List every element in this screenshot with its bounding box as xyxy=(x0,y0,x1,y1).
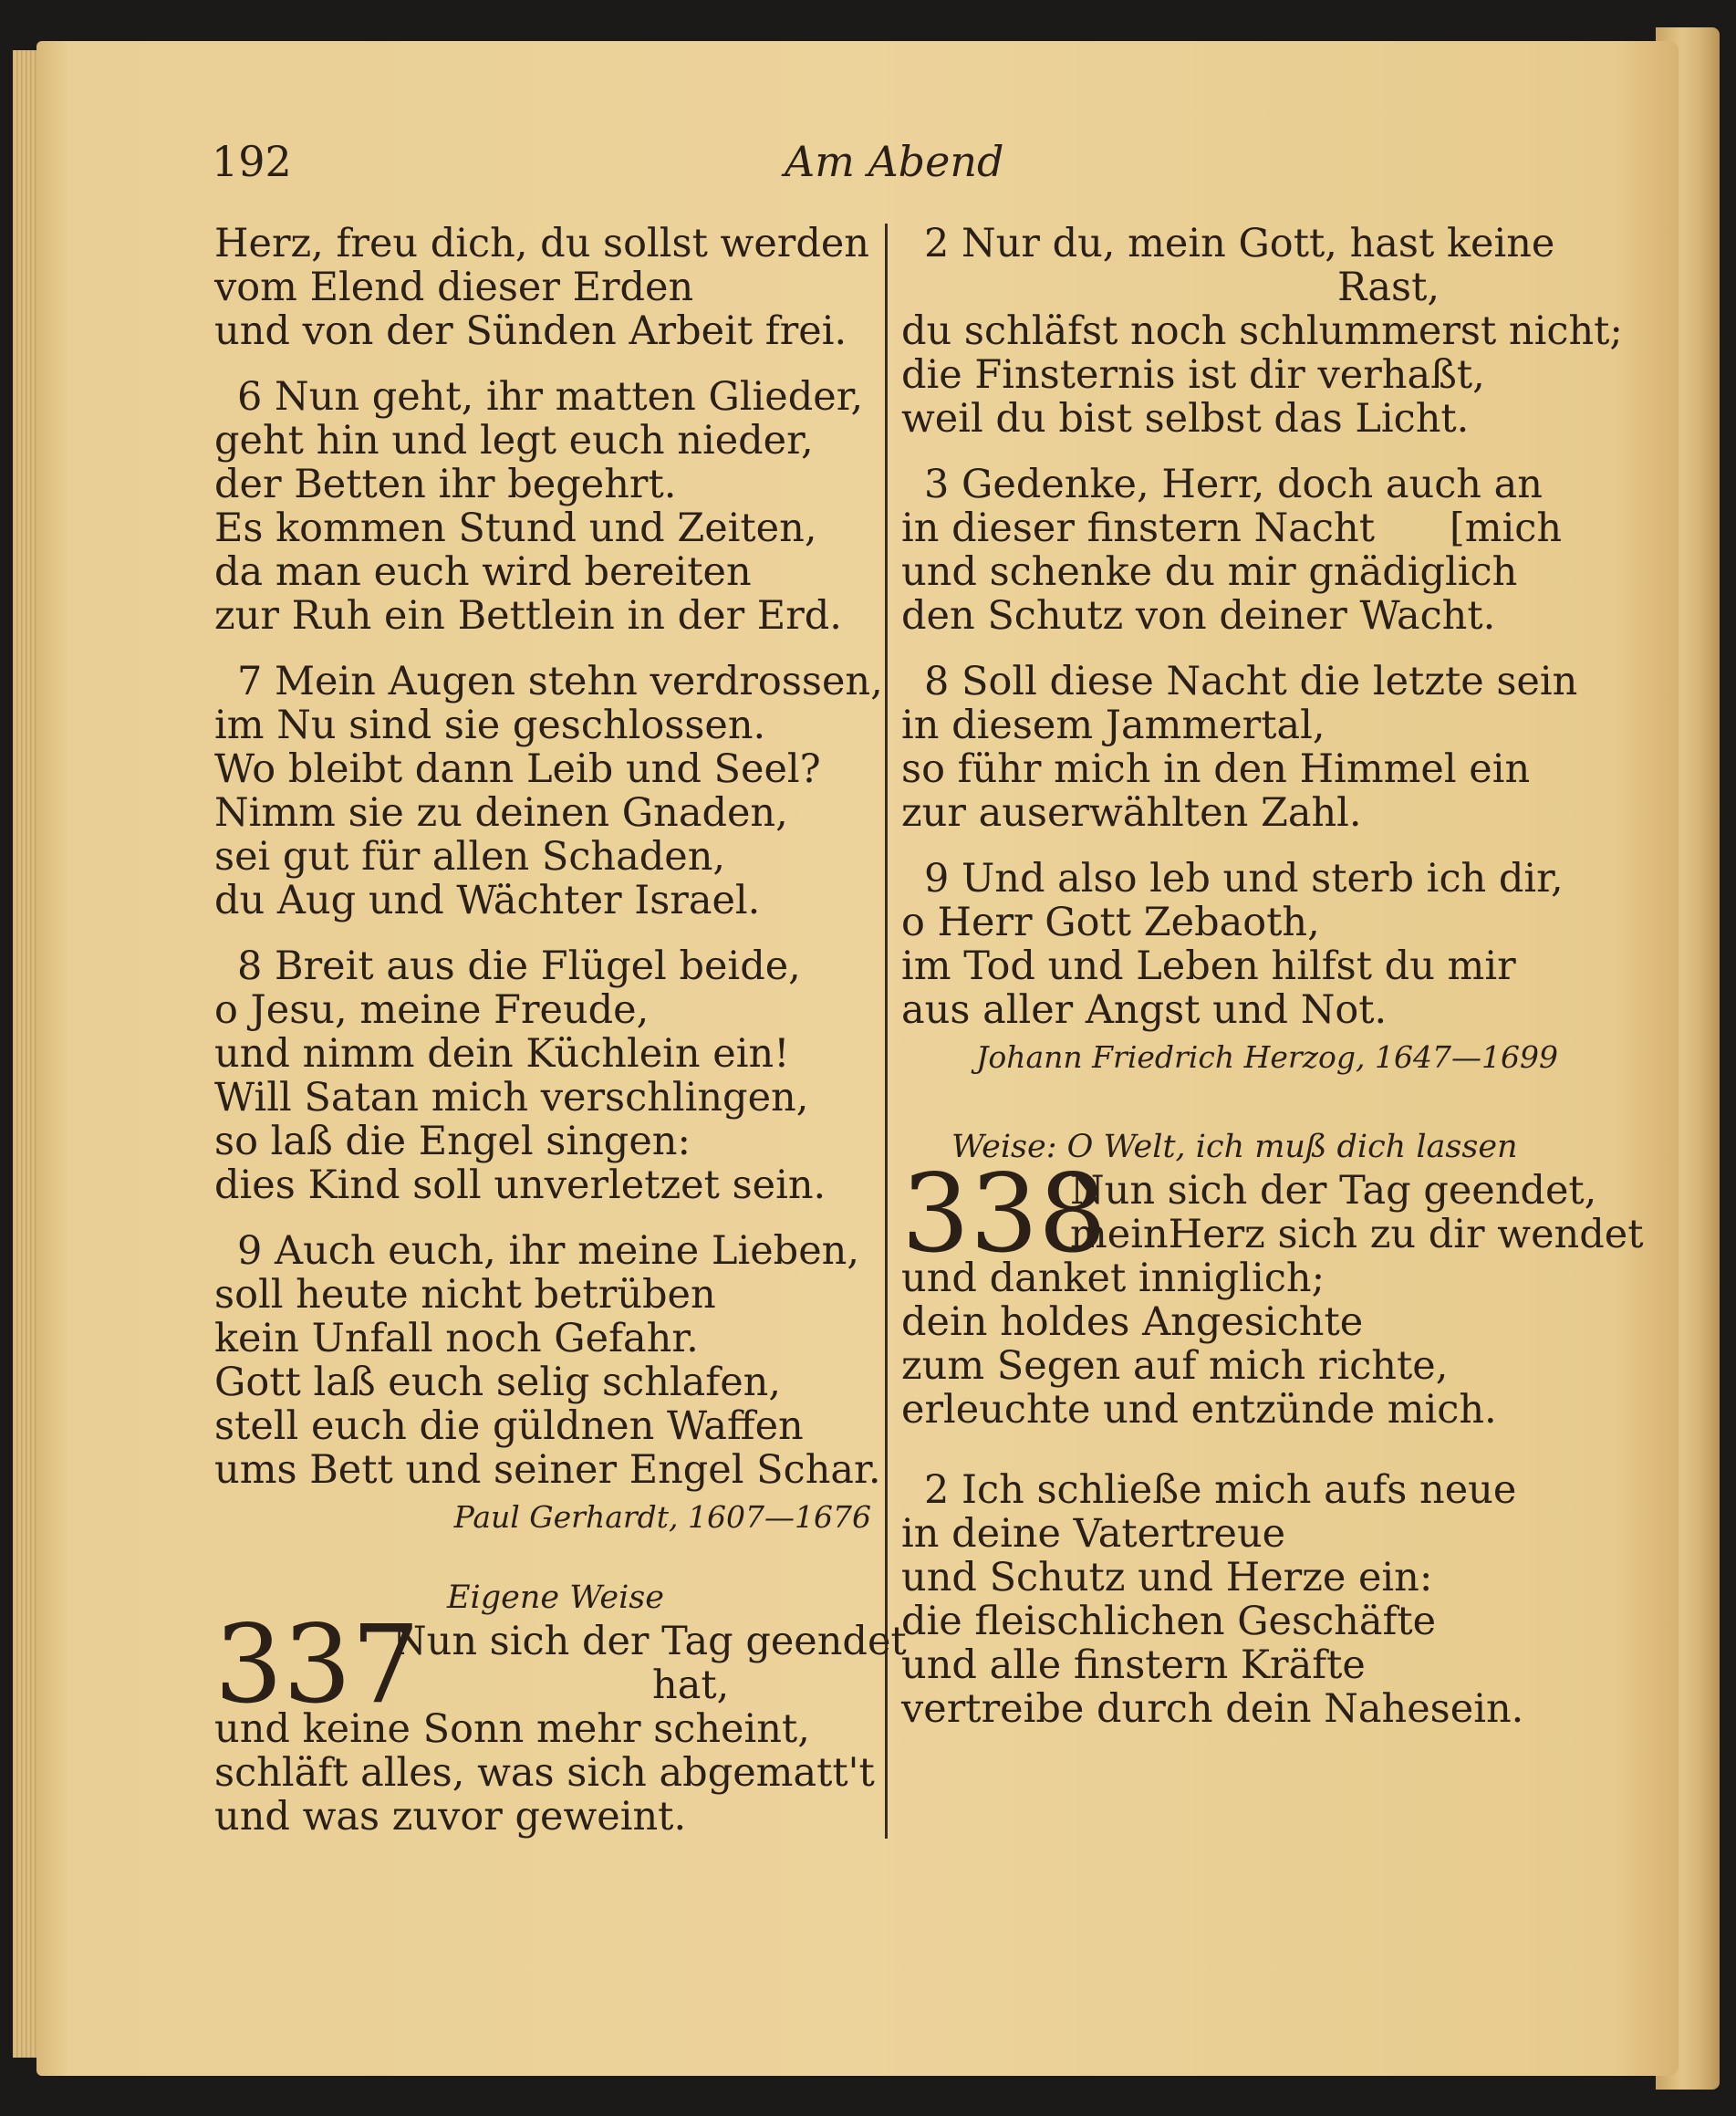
verse-line: ums Bett und seiner Engel Schar. xyxy=(214,1447,881,1493)
verse-line: sei gut für allen Schaden, xyxy=(214,834,726,880)
left-column xyxy=(214,221,907,1840)
verse-line: und was zuvor geweint. xyxy=(214,1794,687,1840)
hymn-338 xyxy=(901,1151,1644,1433)
verse-line: so laß die Engel singen: xyxy=(214,1119,691,1164)
verse-line: 6 Nun geht, ihr matten Glieder, xyxy=(237,374,864,420)
verse-line: Es kommen Stund und Zeiten, xyxy=(214,506,817,551)
verse-line: da man euch wird bereiten xyxy=(214,549,752,595)
verse-line: die Finsternis ist dir verhaßt, xyxy=(901,352,1485,398)
verse-line: und Schutz und Herze ein: xyxy=(901,1555,1433,1600)
running-title: Am Abend xyxy=(785,137,1004,186)
verse-line: Gott laß euch selig schlafen, xyxy=(214,1360,782,1405)
verse-line: stell euch die güldnen Waffen xyxy=(214,1403,804,1449)
verse-line: in deine Vatertreue xyxy=(901,1511,1286,1557)
hymn-number: 338 xyxy=(901,1151,1107,1277)
stanza-8-right xyxy=(901,659,1578,836)
right-column xyxy=(901,221,1644,1753)
verse-line: 2 Ich schließe mich aufs neue xyxy=(924,1467,1517,1513)
stanza-8 xyxy=(214,944,871,1207)
verse-line: meinHerz sich zu dir wendet xyxy=(1070,1212,1644,1257)
verse-line: 8 Breit aus die Flügel beide, xyxy=(237,943,801,989)
verse-line: so führ mich in den Himmel ein xyxy=(901,746,1531,792)
stanza-7 xyxy=(214,659,883,923)
verse-line: du schläfst noch schlummerst nicht; xyxy=(901,308,1623,354)
stanza-9 xyxy=(214,1228,881,1493)
verse-line: in dieser finstern Nacht [mich xyxy=(901,506,1563,551)
verse-line: weil du bist selbst das Licht. xyxy=(901,396,1470,442)
verse-line: 7 Mein Augen stehn verdrossen, xyxy=(237,659,883,704)
continuation-stanza xyxy=(214,222,871,353)
stanza-2-hymn-338 xyxy=(901,1468,1558,1731)
verse-line: 8 Soll diese Nacht die letzte sein xyxy=(924,659,1578,704)
verse-line: Herz, freu dich, du sollst werden xyxy=(214,221,870,266)
verse-line: Nun sich der Tag geendet xyxy=(392,1619,907,1664)
verse-line: Wo bleibt dann Leib und Seel? xyxy=(214,746,821,792)
stanza-2 xyxy=(901,221,1623,442)
verse-line: du Aug und Wächter Israel. xyxy=(214,878,761,923)
column-divider xyxy=(885,224,888,1839)
verse-line: in diesem Jammertal, xyxy=(901,703,1325,748)
verse-line: erleuchte und entzünde mich. xyxy=(901,1387,1497,1433)
verse-line: im Tod und Leben hilfst du mir xyxy=(901,943,1516,989)
verse-line: zum Segen auf mich richte, xyxy=(901,1343,1449,1389)
verse-line: o Herr Gott Zebaoth, xyxy=(901,900,1320,945)
verse-line: 3 Gedenke, Herr, doch auch an xyxy=(924,462,1543,507)
hymn-number: 337 xyxy=(214,1601,421,1727)
verse-line: im Nu sind sie geschlossen. xyxy=(214,703,766,748)
verse-line: Will Satan mich verschlingen, xyxy=(214,1075,809,1121)
stanza-6 xyxy=(214,375,871,638)
hymn-337 xyxy=(214,1601,907,1840)
verse-line: o Jesu, meine Freude, xyxy=(214,987,650,1033)
verse-line: zur Ruh ein Bettlein in der Erd. xyxy=(214,593,842,639)
verse-line: und keine Sonn mehr scheint, xyxy=(214,1706,810,1752)
verse-line: Rast, xyxy=(1337,265,1440,310)
verse-line: dein holdes Angesichte xyxy=(901,1299,1364,1345)
page-number: 192 xyxy=(212,137,292,186)
verse-line: aus aller Angst und Not. xyxy=(901,987,1388,1033)
tune-label: Eigene Weise xyxy=(447,1579,664,1616)
verse-line: zur auserwählten Zahl. xyxy=(901,790,1362,836)
author-credit: Johann Friedrich Herzog, 1647—1699 xyxy=(976,1039,1558,1075)
verse-line: und nimm dein Küchlein ein! xyxy=(214,1031,790,1077)
verse-line: 2 Nur du, mein Gott, hast keine xyxy=(924,221,1555,266)
verse-line: 9 Auch euch, ihr meine Lieben, xyxy=(237,1228,860,1274)
verse-line: hat, xyxy=(652,1663,730,1708)
stanza-3 xyxy=(901,462,1563,639)
verse-line: und von der Sünden Arbeit frei. xyxy=(214,308,847,354)
verse-line: geht hin und legt euch nieder, xyxy=(214,418,814,464)
verse-line: kein Unfall noch Gefahr. xyxy=(214,1316,699,1361)
stanza-9-right xyxy=(901,856,1564,1033)
verse-line: und danket inniglich; xyxy=(901,1256,1325,1301)
verse-line: der Betten ihr begehrt. xyxy=(214,462,677,507)
tune-label: Weise: O Welt, ich muß dich lassen xyxy=(951,1129,1518,1165)
verse-line: vom Elend dieser Erden xyxy=(214,265,694,310)
verse-line: dies Kind soll unverletzet sein. xyxy=(214,1162,826,1208)
author-credit: Paul Gerhardt, 1607—1676 xyxy=(453,1499,871,1535)
verse-line: und schenke du mir gnädiglich xyxy=(901,549,1518,595)
verse-line: schläft alles, was sich abgematt't xyxy=(214,1750,875,1796)
page-header xyxy=(0,137,1736,192)
verse-line: Nimm sie zu deinen Gnaden, xyxy=(214,790,788,836)
verse-line: den Schutz von deiner Wacht. xyxy=(901,593,1496,639)
verse-line: soll heute nicht betrüben xyxy=(214,1272,716,1318)
verse-line: und alle finstern Kräfte xyxy=(901,1642,1366,1688)
verse-line: Nun sich der Tag geendet, xyxy=(1070,1168,1597,1214)
verse-line: vertreibe durch dein Nahesein. xyxy=(901,1686,1524,1732)
verse-line: 9 Und also leb und sterb ich dir, xyxy=(924,856,1564,902)
verse-line: die fleischlichen Geschäfte xyxy=(901,1599,1437,1644)
